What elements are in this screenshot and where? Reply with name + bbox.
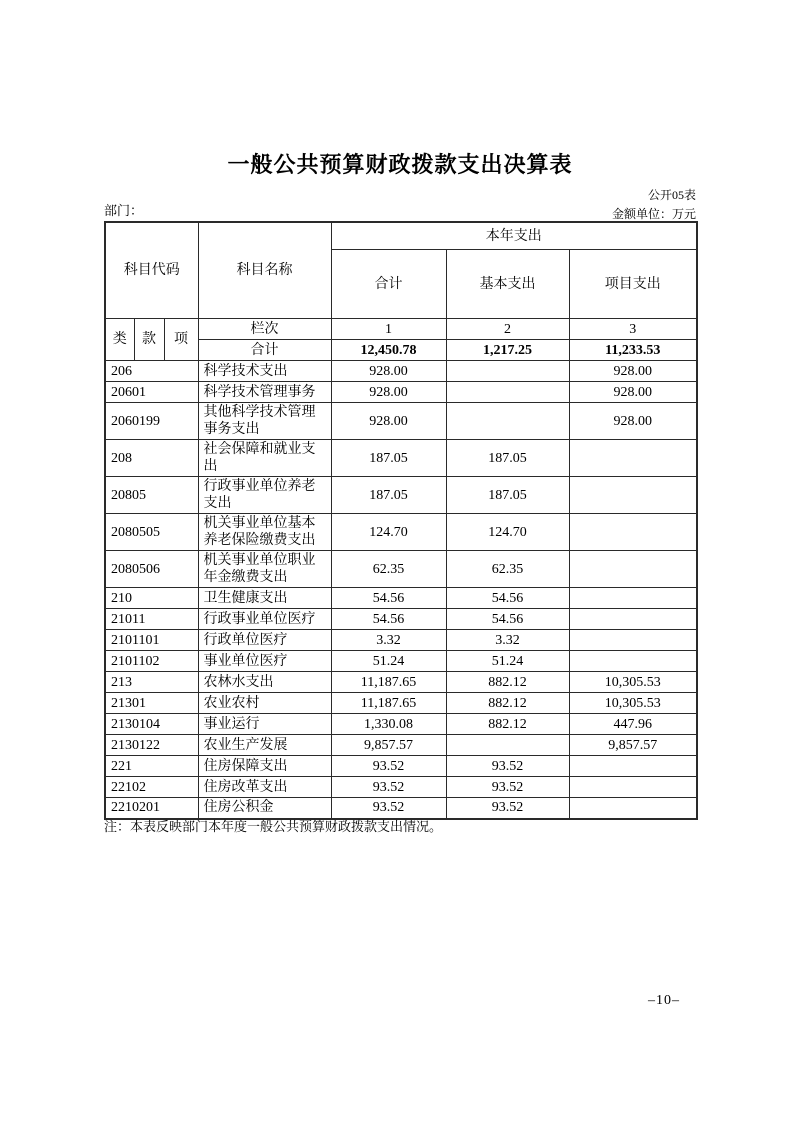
total-cell: 11,187.65 [331, 693, 446, 714]
name-cell: 农林水支出 [198, 672, 331, 693]
column-index-2: 2 [446, 319, 569, 340]
name-cell: 农业农村 [198, 693, 331, 714]
header-item: 项 [164, 319, 198, 361]
total-cell: 9,857.57 [331, 735, 446, 756]
total-cell: 54.56 [331, 588, 446, 609]
totals-total-cell: 12,450.78 [331, 340, 446, 361]
total-cell: 51.24 [331, 651, 446, 672]
name-cell: 住房保障支出 [198, 756, 331, 777]
name-cell: 行政事业单位养老支出 [198, 477, 331, 514]
header-basic-expenditure: 基本支出 [446, 250, 569, 319]
page-number: –10– [648, 993, 680, 1008]
column-index-3: 3 [569, 319, 697, 340]
header-section: 款 [134, 319, 164, 361]
code-cell: 213 [105, 672, 198, 693]
code-cell: 210 [105, 588, 198, 609]
code-cell: 2101102 [105, 651, 198, 672]
code-cell: 2080505 [105, 514, 198, 551]
header-row-1 [105, 222, 697, 250]
project-cell: 10,305.53 [569, 672, 697, 693]
basic-cell: 54.56 [446, 588, 569, 609]
header-row-3 [105, 319, 697, 340]
basic-cell: 882.12 [446, 714, 569, 735]
total-cell: 11,187.65 [331, 672, 446, 693]
total-cell: 62.35 [331, 551, 446, 588]
project-cell: 447.96 [569, 714, 697, 735]
code-cell: 208 [105, 440, 198, 477]
name-cell: 科学技术管理事务 [198, 382, 331, 403]
table-row [105, 651, 697, 672]
code-cell: 20805 [105, 477, 198, 514]
basic-cell: 93.52 [446, 798, 569, 819]
basic-cell: 93.52 [446, 756, 569, 777]
basic-cell [446, 735, 569, 756]
name-cell: 住房改革支出 [198, 777, 331, 798]
table-row [105, 551, 697, 588]
code-cell: 21011 [105, 609, 198, 630]
table-note: 注：本表反映部门本年度一般公共预算财政拨款支出情况。 [104, 819, 443, 834]
name-cell: 卫生健康支出 [198, 588, 331, 609]
name-cell: 机关事业单位职业年金缴费支出 [198, 551, 331, 588]
department-label: 部门： [104, 203, 144, 218]
code-cell: 2130122 [105, 735, 198, 756]
totals-project-cell: 11,233.53 [569, 340, 697, 361]
page-title: 一般公共预算财政拨款支出决算表 [227, 152, 573, 177]
project-cell [569, 798, 697, 819]
totals-basic-cell: 1,217.25 [446, 340, 569, 361]
total-cell: 1,330.08 [331, 714, 446, 735]
total-cell: 54.56 [331, 609, 446, 630]
header-class: 类 [105, 319, 134, 361]
code-cell: 2060199 [105, 403, 198, 440]
code-cell: 20601 [105, 382, 198, 403]
code-cell: 2210201 [105, 798, 198, 819]
basic-cell: 54.56 [446, 609, 569, 630]
name-cell: 科学技术支出 [198, 361, 331, 382]
totals-label: 合计 [198, 340, 331, 361]
name-cell: 社会保障和就业支出 [198, 440, 331, 477]
total-cell: 93.52 [331, 756, 446, 777]
basic-cell: 124.70 [446, 514, 569, 551]
name-cell: 其他科学技术管理事务支出 [198, 403, 331, 440]
project-cell: 928.00 [569, 361, 697, 382]
header-column-index-label: 栏次 [198, 319, 331, 340]
name-cell: 住房公积金 [198, 798, 331, 819]
basic-cell: 62.35 [446, 551, 569, 588]
table-row [105, 672, 697, 693]
basic-cell: 93.52 [446, 777, 569, 798]
form-number-label: 公开05表 [647, 188, 696, 202]
unit-label: 金额单位：万元 [611, 207, 696, 221]
basic-cell: 3.32 [446, 630, 569, 651]
project-cell: 928.00 [569, 382, 697, 403]
table-row [105, 714, 697, 735]
project-cell: 10,305.53 [569, 693, 697, 714]
header-project-expenditure: 项目支出 [569, 250, 697, 319]
header-total: 合计 [331, 250, 446, 319]
table-row [105, 361, 697, 382]
table-row [105, 382, 697, 403]
name-cell: 农业生产发展 [198, 735, 331, 756]
table-row [105, 588, 697, 609]
basic-cell [446, 361, 569, 382]
header-current-year-expenditure: 本年支出 [331, 222, 697, 250]
total-cell: 3.32 [331, 630, 446, 651]
project-cell: 9,857.57 [569, 735, 697, 756]
table-row [105, 777, 697, 798]
name-cell: 事业单位医疗 [198, 651, 331, 672]
name-cell: 事业运行 [198, 714, 331, 735]
expenditure-table [104, 221, 698, 820]
project-cell [569, 777, 697, 798]
table-row [105, 693, 697, 714]
project-cell [569, 440, 697, 477]
basic-cell [446, 403, 569, 440]
code-cell: 22102 [105, 777, 198, 798]
code-cell: 2080506 [105, 551, 198, 588]
project-cell [569, 477, 697, 514]
basic-cell: 882.12 [446, 693, 569, 714]
total-cell: 124.70 [331, 514, 446, 551]
project-cell [569, 514, 697, 551]
project-cell [569, 609, 697, 630]
project-cell [569, 630, 697, 651]
column-index-1: 1 [331, 319, 446, 340]
code-cell: 221 [105, 756, 198, 777]
total-cell: 187.05 [331, 477, 446, 514]
total-cell: 928.00 [331, 361, 446, 382]
project-cell [569, 551, 697, 588]
table-row [105, 609, 697, 630]
project-cell [569, 651, 697, 672]
table-row [105, 477, 697, 514]
total-cell: 187.05 [331, 440, 446, 477]
table-row [105, 403, 697, 440]
name-cell: 机关事业单位基本养老保险缴费支出 [198, 514, 331, 551]
basic-cell [446, 382, 569, 403]
basic-cell: 187.05 [446, 477, 569, 514]
total-cell: 93.52 [331, 798, 446, 819]
basic-cell: 882.12 [446, 672, 569, 693]
basic-cell: 187.05 [446, 440, 569, 477]
table-row [105, 756, 697, 777]
name-cell: 行政单位医疗 [198, 630, 331, 651]
name-cell: 行政事业单位医疗 [198, 609, 331, 630]
table-row [105, 630, 697, 651]
table-row [105, 514, 697, 551]
basic-cell: 51.24 [446, 651, 569, 672]
table-body [105, 361, 697, 819]
code-cell: 2130104 [105, 714, 198, 735]
total-cell: 928.00 [331, 403, 446, 440]
table-row [105, 440, 697, 477]
project-cell: 928.00 [569, 403, 697, 440]
project-cell [569, 588, 697, 609]
project-cell [569, 756, 697, 777]
header-subject-name: 科目名称 [198, 222, 331, 319]
total-cell: 928.00 [331, 382, 446, 403]
code-cell: 21301 [105, 693, 198, 714]
header-subject-code: 科目代码 [105, 222, 198, 319]
code-cell: 206 [105, 361, 198, 382]
code-cell: 2101101 [105, 630, 198, 651]
table-row [105, 735, 697, 756]
total-cell: 93.52 [331, 777, 446, 798]
